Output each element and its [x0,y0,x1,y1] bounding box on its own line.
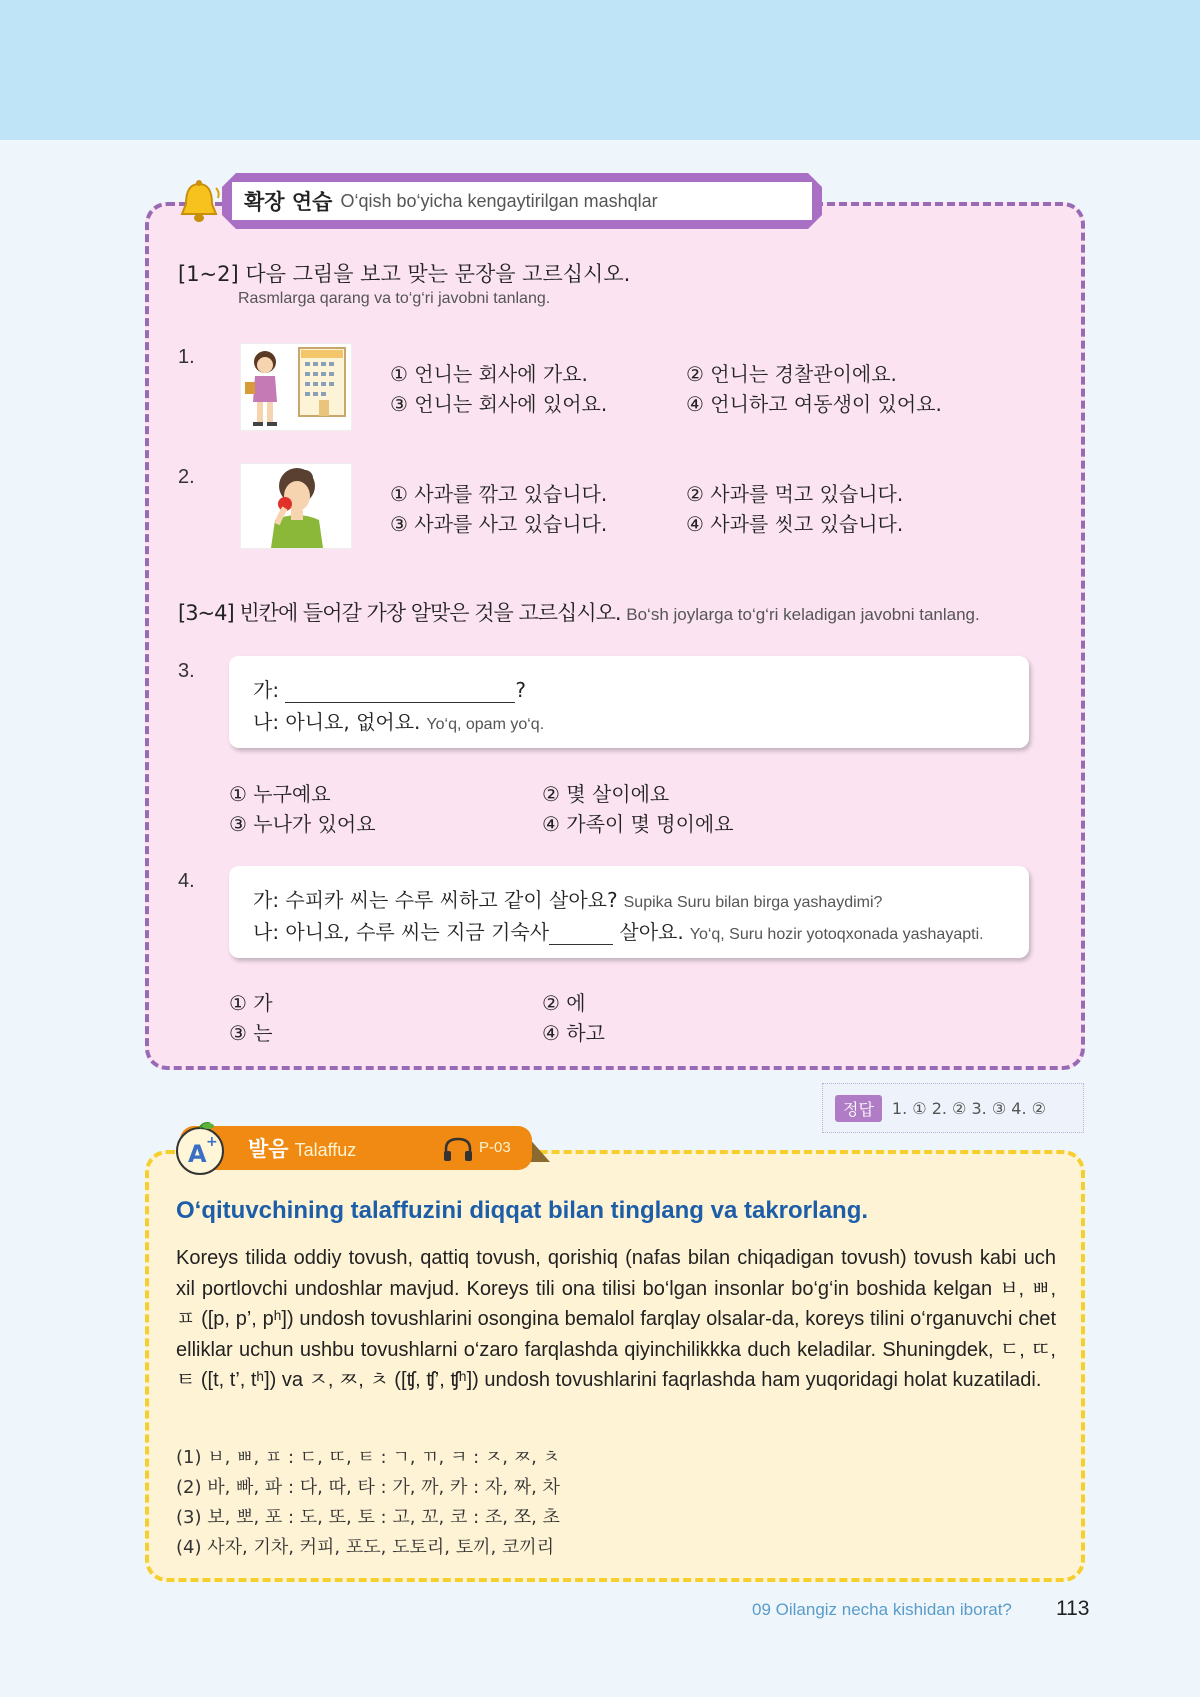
q4-line1 [253,884,882,913]
headphones-icon[interactable] [442,1136,474,1162]
q3-speaker-a: 가: [253,678,280,702]
q2-illustration [240,463,352,549]
bell-icon [176,178,222,226]
pronunciation-item-2: (2) 바, 빠, 파 : 다, 따, 타 : 가, 까, 카 : 자, 짜, 차 [176,1477,560,1498]
q3-line2 [253,706,544,735]
q4-line2 [253,916,984,945]
q1-option-4[interactable]: ④ 언니하고 여동생이 있어요. [686,392,942,416]
answer-key [822,1083,1084,1133]
section1-instruction: [1~2] 다음 그림을 보고 맞는 문장을 고르십시오. [178,262,631,286]
q3-line1 [253,674,526,703]
section2-instruction-ko: [3~4] 빈칸에 들어갈 가장 알맞은 것을 고르십시오. [178,601,621,625]
woman-eating-apple-image [241,464,351,548]
pronunciation-item-3: (3) 보, 뽀, 포 : 도, 또, 토 : 고, 꼬, 코 : 조, 쪼, 초 [176,1507,560,1528]
q3-number: 3. [178,660,195,682]
woman-walking-office-image [241,344,351,430]
q4-number: 4. [178,870,195,892]
apple-grade-icon [172,1120,228,1176]
pronunciation-heading: O‘qituvchining talaffuzini diqqat bilan tinglang va takrorlang. [176,1197,869,1224]
svg-text:+: + [206,1134,218,1150]
q4-line2-suffix: 살아요. [619,920,684,944]
pronunciation-title [248,1133,356,1163]
answer-label: 정답 [835,1095,882,1122]
practice-title-ko: 확장 연습 [244,190,333,214]
page-number: 113 [1056,1597,1090,1620]
q3-option-4[interactable]: ④ 가족이 몇 명이에요 [542,812,734,836]
q4-option-3[interactable]: ③ 는 [229,1021,273,1045]
pronunciation-paragraph: Koreys tilida oddiy tovush, qattiq tovush, qorishiq (nafas bilan chiqadigan tovush) tovush kabi uch xil portlovchi undoshlar mavjud. Koreys tili ona tilisi bo‘lgan insonlar bo‘g‘in boshida kelgan ㅂ, ㅃ, ㅍ ([p, p’, pʰ]) undosh tovushlarini osongina bemalol farqlay olsalar-da, koreys tilini o‘rganuvchi chet elliklar uchun ushbu tovushlarni o‘zaro farqlashda qiyinchilikkka duch keladilar. Shuningdek, ㄷ, ㄸ, ㅌ ([t, t’, tʰ]) va ㅈ, ㅉ, ㅊ ([ʧ, ʧ’, ʧʰ]) undosh tovushlarini faqrlashda ham yuqoridagi holat kuzatiladi. [176,1247,1056,1391]
practice-title-uz: O‘qish bo‘yicha kengaytirilgan mashqlar [340,190,658,211]
pronunciation-item-1: (1) ㅂ, ㅃ, ㅍ : ㄷ, ㄸ, ㅌ : ㄱ, ㄲ, ㅋ : ㅈ, ㅉ, ㅊ [176,1447,560,1468]
q1-option-2[interactable]: ② 언니는 경찰관이에요. [686,362,897,386]
pronunciation-item-4: (4) 사자, 기차, 커피, 포도, 도토리, 토끼, 코끼리 [176,1537,555,1558]
section2-instruction-uz: Bo‘sh joylarga to‘g‘ri keladigan javobni tanlang. [626,605,980,624]
pronunciation-title-ko: 발음 [248,1137,289,1161]
audio-track-code: P-03 [479,1139,511,1156]
q2-option-1[interactable]: ① 사과를 깎고 있습니다. [390,482,608,506]
answer-values: 1. ① 2. ② 3. ③ 4. ② [891,1098,1046,1118]
q4-option-4[interactable]: ④ 하고 [542,1021,605,1045]
q3-line2-ko: 나: 아니요, 없어요. [253,710,421,734]
q4-line2-ko: 나: 아니요, 수루 씨는 지금 기숙사 [253,920,550,944]
q4-option-1[interactable]: ① 가 [229,991,273,1015]
q1-option-1[interactable]: ① 언니는 회사에 가요. [390,362,588,386]
pronunciation-title-uz: Talaffuz [294,1140,357,1160]
q3-question-mark: ? [515,678,527,702]
q4-line1-ko: 가: 수피카 씨는 수루 씨하고 같이 살아요? [253,888,618,912]
section1-instruction-uz: Rasmlarga qarang va to‘g‘ri javobni tanlang. [238,290,551,307]
q4-line1-uz: Supika Suru bilan birga yashaydimi? [623,894,883,911]
section2-instruction [178,597,980,627]
header-band [0,0,1200,140]
q3-option-1[interactable]: ① 누구예요 [229,782,331,806]
q4-option-2[interactable]: ② 에 [542,991,586,1015]
q3-option-3[interactable]: ③ 누나가 있어요 [229,812,376,836]
q3-blank[interactable] [285,681,515,703]
q2-option-4[interactable]: ④ 사과를 씻고 있습니다. [686,512,904,536]
svg-text:A: A [188,1140,207,1168]
practice-title [232,182,812,220]
q4-blank[interactable] [549,923,613,945]
q2-option-2[interactable]: ② 사과를 먹고 있습니다. [686,482,904,506]
q3-option-2[interactable]: ② 몇 살이에요 [542,782,670,806]
q1-number: 1. [178,346,195,368]
q4-line2-uz: Yo‘q, Suru hozir yotoqxonada yashayapti. [689,926,984,943]
q1-option-3[interactable]: ③ 언니는 회사에 있어요. [390,392,608,416]
q3-line2-uz: Yo‘q, opam yo‘q. [426,716,545,733]
q2-option-3[interactable]: ③ 사과를 사고 있습니다. [390,512,608,536]
chapter-title: 09 Oilangiz necha kishidan iborat? [752,1600,1012,1619]
q2-number: 2. [178,466,195,488]
q1-illustration [240,343,352,431]
